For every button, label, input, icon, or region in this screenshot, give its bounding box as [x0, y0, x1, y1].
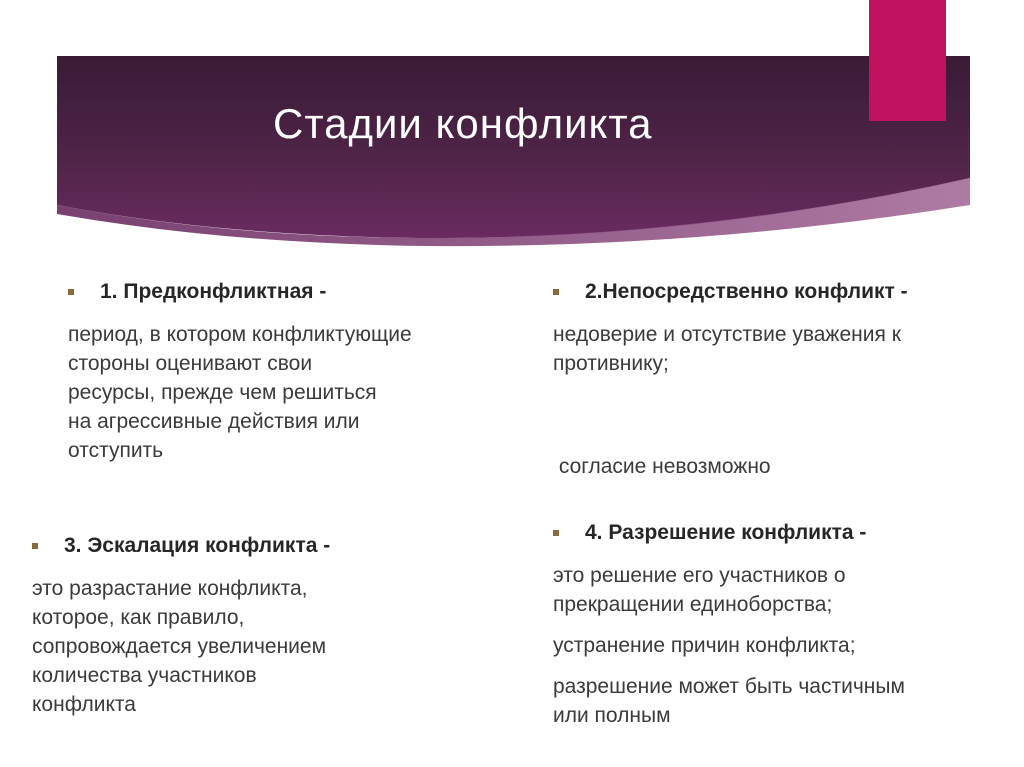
section-stage-4 [553, 521, 1013, 730]
bullet-icon [68, 289, 74, 295]
section-heading: 4. Разрешение конфликта - [553, 521, 1013, 545]
section-heading: 3. Эскалация конфликта - [32, 534, 472, 558]
section-heading: 2.Непосредственно конфликт - [553, 280, 993, 304]
section-stage-3 [32, 534, 472, 719]
section-paragraph: разрешение может быть частичным или полным [553, 675, 905, 727]
section-stage-2 [553, 280, 993, 539]
section-paragraph: недоверие и отсутствие уважения к противнику; [553, 323, 901, 375]
bullet-icon [553, 530, 559, 536]
bullet-icon [553, 289, 559, 295]
bullet-icon [32, 543, 38, 549]
slide-title: Стадии конфликта [273, 100, 653, 147]
section-paragraph: период, в котором конфликтующие стороны оценивают свои ресурсы, прежде чем решиться на агрессивные действия или отступить [68, 323, 412, 462]
section-heading: 1. Предконфликтная - [68, 280, 508, 304]
section-paragraph: это разрастание конфликта, которое, как правило, сопровождается увеличением количества участников конфликта [32, 577, 327, 716]
section-paragraph: это решение его участников о прекращении единоборства; [553, 564, 846, 616]
accent-bar [869, 0, 946, 121]
section-stage-1 [68, 280, 508, 465]
section-paragraph: согласие невозможно [553, 455, 771, 478]
section-paragraph: устранение причин конфликта; [553, 634, 856, 657]
